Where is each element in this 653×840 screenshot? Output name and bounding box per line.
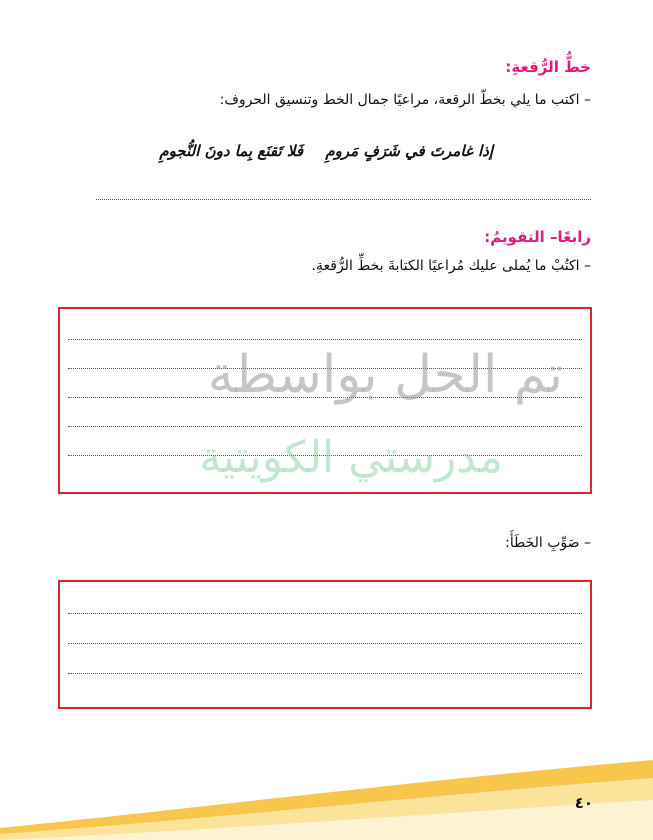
writing-line[interactable] [68, 455, 582, 456]
writing-line[interactable] [96, 199, 591, 200]
page-number: ٤٠ [574, 794, 593, 812]
instruction-correct-error: – صَوِّبِ الخَطَأَ: [505, 535, 591, 551]
writing-line[interactable] [68, 368, 582, 369]
watermark-line-2: مدرستي الكويتية [199, 432, 503, 483]
instruction-ruqaa: – اكتب ما يلي بخطّ الرقعة، مراعيًا جمال الخط وتنسيق الحروف: [219, 92, 591, 108]
instruction-dictation: – اكتُبْ ما يُملى عليك مُراعيًا الكتابةَ بخطِّ الرُّقعةِ. [311, 258, 591, 274]
watermark-line-1: تم الحل بواسطة [207, 345, 563, 405]
writing-line[interactable] [68, 426, 582, 427]
writing-line[interactable] [68, 339, 582, 340]
verse-first-half: إذا غامرتَ في شَرَفٍ مَرومِ [325, 142, 493, 160]
writing-line[interactable] [68, 673, 582, 674]
writing-line[interactable] [68, 397, 582, 398]
writing-line[interactable] [68, 643, 582, 644]
writing-line[interactable] [68, 613, 582, 614]
section-heading-evaluation: رابعًا– التقويمُ: [484, 228, 591, 246]
dictation-box [58, 307, 592, 494]
page-corner-decoration [0, 750, 653, 840]
section-heading-ruqaa: خطُّ الرُّقعةِ: [505, 58, 591, 76]
verse-second-half: فَلا تَقنَع بِما دونَ النُّجومِ [159, 142, 303, 160]
correction-box [58, 580, 592, 709]
